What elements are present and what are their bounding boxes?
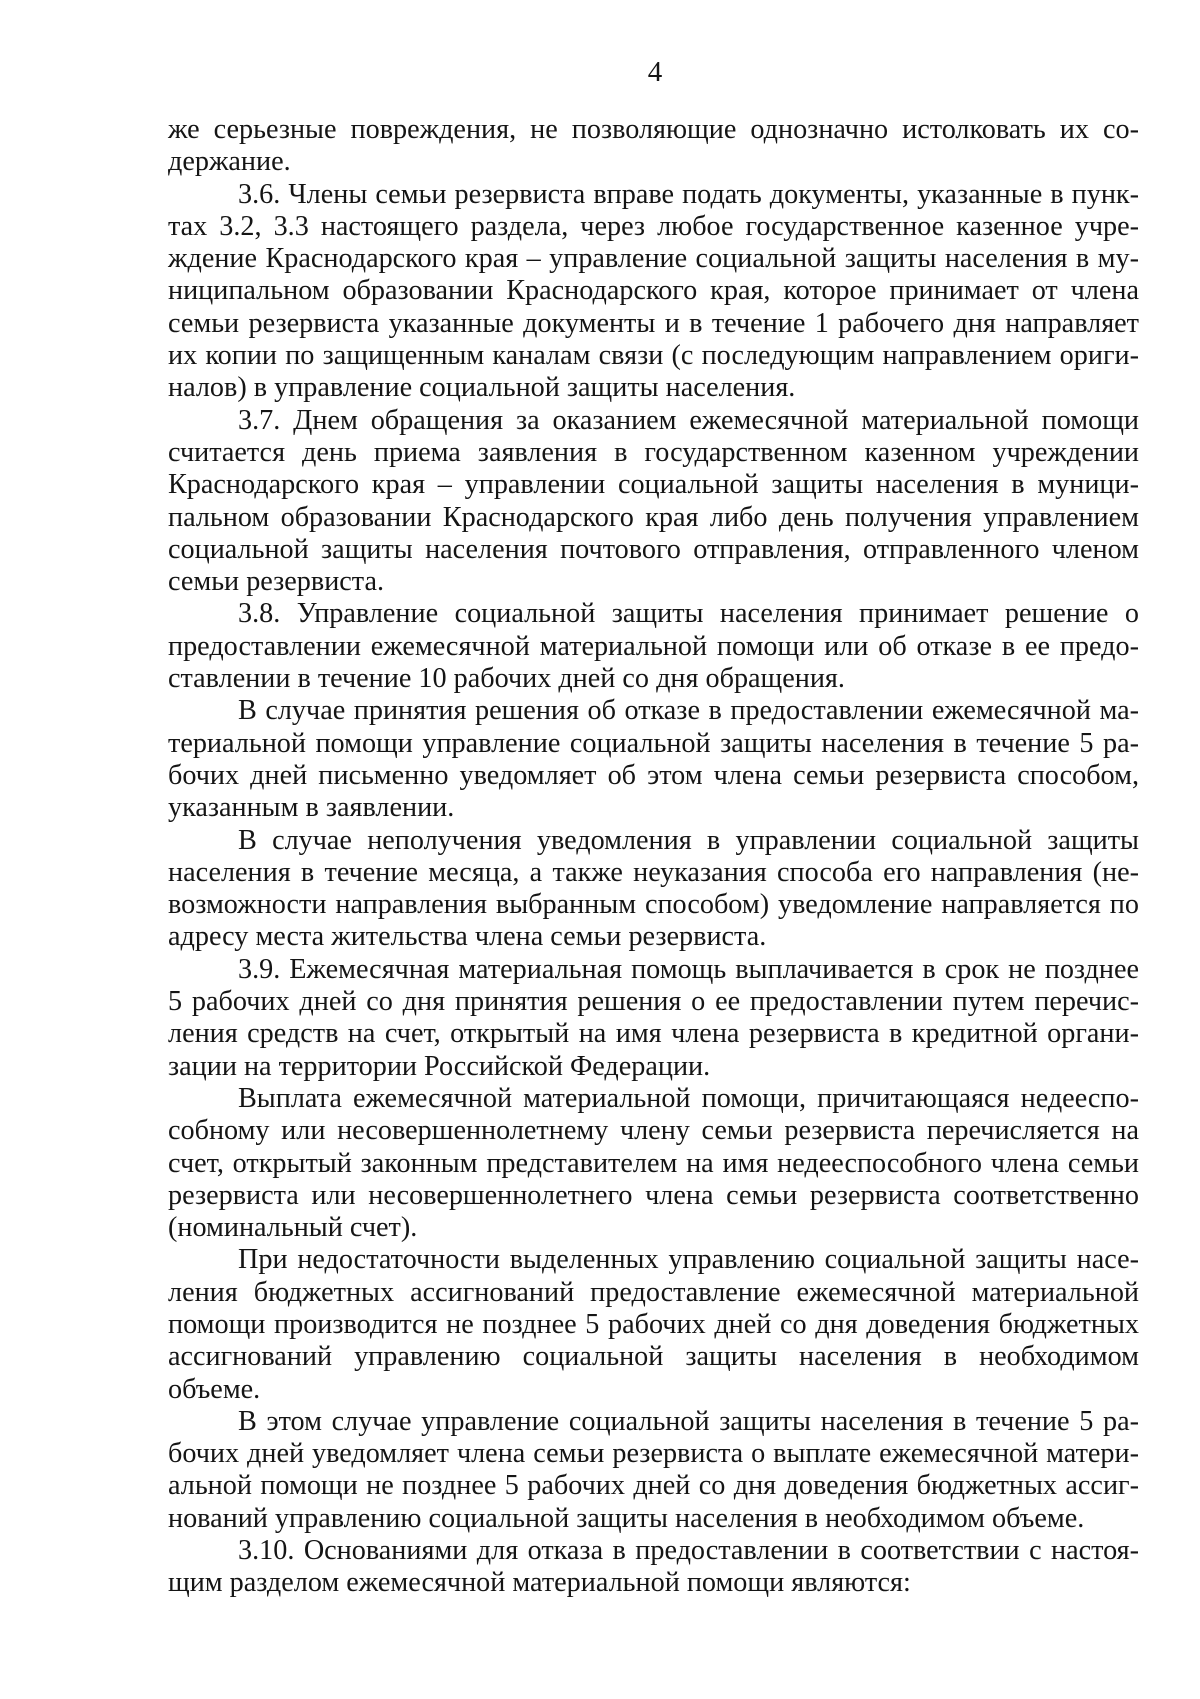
paragraph-payment-notice: В этом случае управление социальной защиты населения в течение 5 рабочих дней уведомляет члена семьи резервиста о выплате ежемесячной материальной помощи не позднее 5 рабочих дней со дня доведения бюджетных ассигнований управлению социальной защиты населения в необходимом объеме.	[168, 1405, 1139, 1534]
paragraph-3-6: 3.6. Члены семьи резервиста вправе подать документы, указанные в пунктах 3.2, 3.3 настоящего раздела, через любое государственное казенное учреждение Краснодарского края – управление социальной защиты населения в муниципальном образовании Краснодарского края, которое принимает от члена семьи резервиста указанные документы и в течение 1 рабочего дня направляет их копии по защищенным каналам связи (с последующим направлением оригиналов) в управление социальной защиты населения.	[168, 178, 1139, 404]
paragraph-refusal-notice: В случае принятия решения об отказе в предоставлении ежемесячной материальной помощи управление социальной защиты населения в течение 5 рабочих дней письменно уведомляет об этом члена семьи резервиста способом, указанным в заявлении.	[168, 695, 1139, 824]
document-body	[168, 114, 1139, 1600]
paragraph-3-10: 3.10. Основаниями для отказа в предоставлении в соответствии с настоящим разделом ежемесячной материальной помощи являются:	[168, 1535, 1139, 1599]
paragraph-continuation: же серьезные повреждения, не позволяющие однозначно истолковать их содержание.	[168, 114, 1139, 178]
paragraph-3-8: 3.8. Управление социальной защиты населения принимает решение о предоставлении ежемесячной материальной помощи или об отказе в ее предоставлении в течение 10 рабочих дней со дня обращения.	[168, 598, 1139, 695]
paragraph-3-7: 3.7. Днем обращения за оказанием ежемесячной материальной помощи считается день приема заявления в государственном казенном учреждении Краснодарского края – управлении социальной защиты населения в муниципальном образовании Краснодарского края либо день получения управлением социальной защиты населения почтового отправления, отправленного членом семьи резервиста.	[168, 404, 1139, 598]
paragraph-nominal-account: Выплата ежемесячной материальной помощи, причитающаяся недееспособному или несовершеннолетнему члену семьи резервиста перечисляется на счет, открытый законным представителем на имя недееспособного члена семьи резервиста или несовершеннолетнего члена семьи резервиста соответственно (номинальный счет).	[168, 1082, 1139, 1244]
paragraph-notification-delivery: В случае неполучения уведомления в управлении социальной защиты населения в течение месяца, а также неуказания способа его направления (невозможности направления выбранным способом) уведомление направляется по адресу места жительства члена семьи резервиста.	[168, 824, 1139, 953]
page-number: 4	[647, 56, 663, 88]
paragraph-3-9: 3.9. Ежемесячная материальная помощь выплачивается в срок не позднее 5 рабочих дней со дня принятия решения о ее предоставлении путем перечисления средств на счет, открытый на имя члена резервиста в кредитной организации на территории Российской Федерации.	[168, 953, 1139, 1082]
paragraph-budget-insufficiency: При недостаточности выделенных управлению социальной защиты населения бюджетных ассигнований предоставление ежемесячной материальной помощи производится не позднее 5 рабочих дней со дня доведения бюджетных ассигнований управлению социальной защиты населения в необходимом объеме.	[168, 1244, 1139, 1405]
